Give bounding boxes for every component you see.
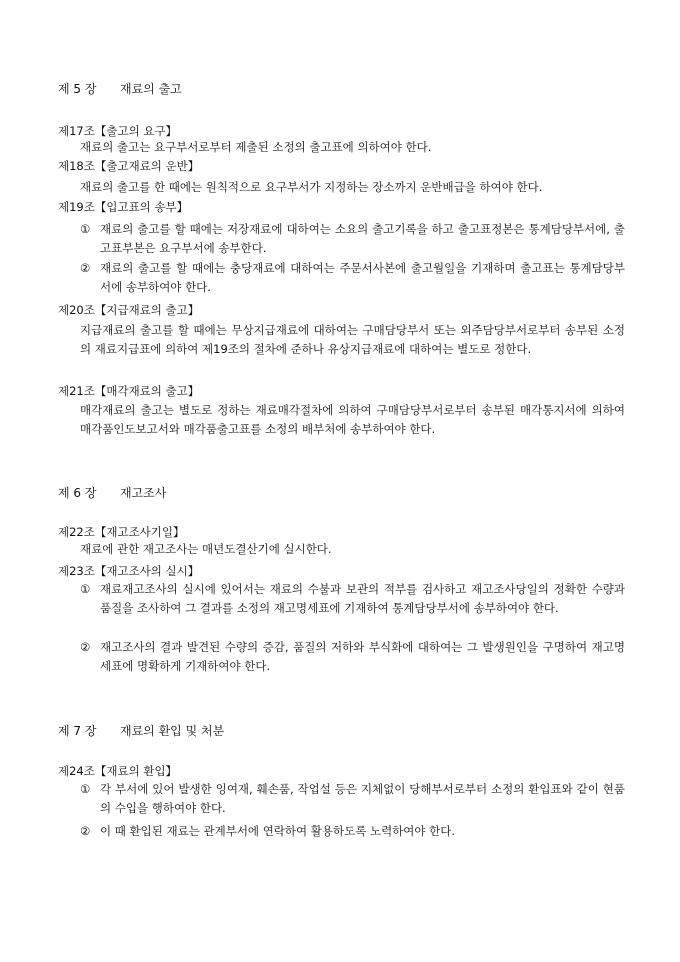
item-marker: ② [80,824,91,838]
article-20-text: 지급재료의 출고를 할 때에는 무상지급재료에 대하여는 구매담당부서 또는 외주담당부서로부터 송부된 소정의 재료지급표에 의하여 제19조의 절차에 준하나 유상지급재료에 대하여는 별도로 정한다. [80,323,625,356]
chapter-7-heading [58,722,224,739]
article-20-heading: 제20조【지급재료의 출고】 [58,303,200,317]
article-22-heading: 제22조【재고조사기일】 [58,525,185,539]
item-text: 재료재고조사의 실시에 있어서는 재료의 수불과 보관의 적부를 검사하고 재고조사당일의 정확한 수량과 품질을 조사하여 그 결과를 소정의 재고명세표에 기재하여 통계담당부서에 송부하여야 한다. [100,582,625,615]
article-24-heading: 제24조【재료의 환입】 [58,764,178,778]
article-23-heading: 제23조【재고조사의 실시】 [58,564,200,578]
article-21-text: 매각재료의 출고는 별도로 정하는 재료매각절차에 의하여 구매담당부서로부터 송부된 매각통지서에 의하여 매각품인도보고서와 매각품출고표를 소정의 배부처에 송부하여야 한다. [80,403,625,436]
article-18-heading: 제18조【출고재료의 운반】 [58,159,200,173]
item-marker: ① [80,782,91,796]
article-23-item-2 [80,638,625,676]
article-21-heading: 제21조【매각재료의 출고】 [58,384,200,398]
article-23-item-1 [80,580,625,618]
article-22-text: 재료에 관한 재고조사는 매년도결산기에 실시한다. [80,542,332,556]
article-19-heading: 제19조【입고표의 송부】 [58,200,189,214]
chapter-number: 제 6 장 [58,486,97,500]
article-24-item-2 [80,822,625,841]
item-marker: ② [80,640,91,654]
chapter-6-heading [58,484,166,501]
item-marker: ② [80,261,91,275]
article-24-item-1 [80,780,625,818]
chapter-5-heading [58,80,182,97]
item-text: 재료의 출고를 할 때에는 충당재료에 대하여는 주문서사본에 출고월일을 기재하며 출고표는 통계담당부서에 송부하여야 한다. [100,261,625,294]
chapter-title: 재료의 출고 [120,82,182,96]
chapter-title: 재고조사 [120,486,167,500]
item-text: 재료의 출고를 할 때에는 저장재료에 대하여는 소요의 출고기록을 하고 출고표정본은 통계담당부서에, 출고표부본은 요구부서에 송부한다. [100,222,625,255]
chapter-number: 제 5 장 [58,82,97,96]
item-marker: ① [80,582,91,596]
article-17-text: 재료의 출고는 요구부서로부터 제출된 소정의 출고표에 의하여야 한다. [80,140,432,154]
article-18-text: 재료의 출고를 한 때에는 원칙적으로 요구부서가 지정하는 장소까지 운반배급을 하여야 한다. [80,180,543,194]
chapter-title: 재료의 환입 및 처분 [120,724,225,738]
item-text: 재고조사의 결과 발견된 수량의 증감, 품질의 저하와 부식화에 대하여는 그 발생원인을 구명하여 재고명세표에 명확하게 기재하여야 한다. [100,640,625,673]
chapter-number: 제 7 장 [58,724,97,738]
article-17-heading: 제17조【출고의 요구】 [58,124,178,138]
item-marker: ① [80,222,91,236]
article-19-item-1 [80,220,625,258]
item-text: 각 부서에 있어 발생한 잉여재, 훼손품, 작업설 등은 지체없이 당해부서로부터 소정의 환입표와 같이 현품의 수입을 행하여야 한다. [100,782,625,815]
article-19-item-2 [80,259,625,297]
item-text: 이 때 환입된 재료는 관계부서에 연락하여 활용하도록 노력하여야 한다. [100,824,456,838]
